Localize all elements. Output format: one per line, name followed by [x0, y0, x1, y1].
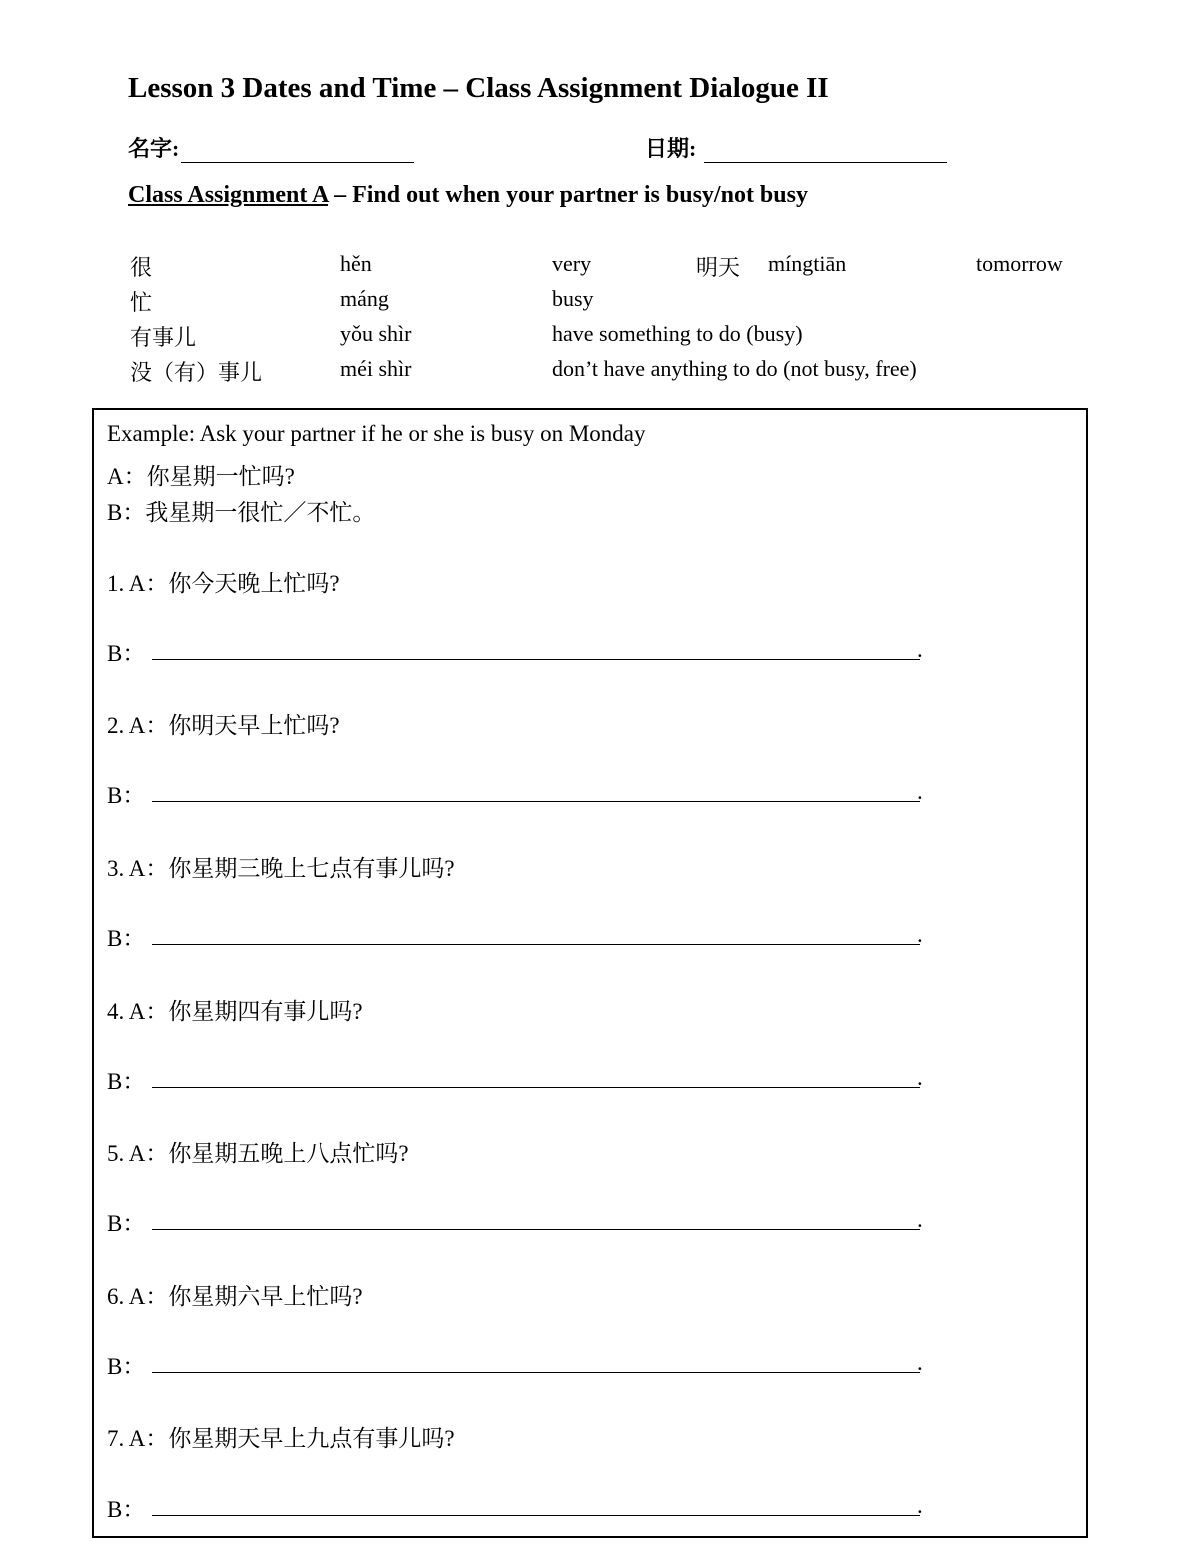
answer-blank-line[interactable]	[152, 1372, 920, 1373]
vocab-hanzi: 忙	[130, 290, 153, 315]
vocab-meaning: busy	[552, 286, 594, 311]
vocab-hanzi: 有事儿	[130, 325, 197, 350]
answer-period: .	[917, 922, 923, 947]
answer-period: .	[917, 1207, 923, 1232]
question-line: 7. A：你星期天早上九点有事儿吗?	[107, 1426, 455, 1451]
answer-period: .	[917, 1065, 923, 1090]
question-line: 4. A：你星期四有事儿吗?	[107, 999, 363, 1024]
answer-label: B：	[107, 926, 146, 951]
date-blank-line[interactable]	[704, 140, 947, 163]
question-line: 2. A：你明天早上忙吗?	[107, 713, 340, 738]
question-line: 6. A：你星期六早上忙吗?	[107, 1284, 363, 1309]
answer-label: B：	[107, 641, 146, 666]
example-a-line: A：你星期一忙吗?	[107, 464, 295, 489]
answer-label: B：	[107, 1497, 146, 1522]
assignment-heading-description: – Find out when your partner is busy/not busy	[328, 182, 808, 208]
answer-blank-line[interactable]	[152, 1515, 920, 1516]
answer-period: .	[917, 637, 923, 662]
page-title: Lesson 3 Dates and Time – Class Assignment Dialogue II	[128, 72, 829, 104]
name-blank-line[interactable]	[181, 140, 414, 163]
vocab-meaning: don’t have anything to do (not busy, free)	[552, 356, 917, 381]
vocab-meaning: tomorrow	[976, 251, 1063, 276]
vocab-meaning: have something to do (busy)	[552, 321, 803, 346]
assignment-heading	[128, 182, 808, 209]
answer-blank-line[interactable]	[152, 1229, 920, 1230]
answer-row[interactable]	[107, 1063, 927, 1093]
vocab-hanzi: 没（有）事儿	[130, 360, 263, 385]
answer-row[interactable]	[107, 920, 927, 950]
vocab-meaning: very	[552, 251, 592, 276]
name-label: 名字:	[128, 136, 180, 161]
vocab-hanzi: 很	[130, 255, 153, 280]
answer-period: .	[917, 1350, 923, 1375]
answer-blank-line[interactable]	[152, 1087, 920, 1088]
question-line: 5. A：你星期五晚上八点忙吗?	[107, 1141, 409, 1166]
example-intro: Example: Ask your partner if he or she is busy on Monday	[107, 421, 646, 446]
answer-row[interactable]	[107, 777, 927, 807]
question-line: 3. A：你星期三晚上七点有事儿吗?	[107, 856, 455, 881]
vocab-pinyin: yǒu shìr	[340, 321, 412, 346]
answer-row[interactable]	[107, 1348, 927, 1378]
answer-label: B：	[107, 783, 146, 808]
vocab-pinyin: méi shìr	[340, 356, 412, 381]
vocab-pinyin: hěn	[340, 251, 372, 276]
answer-row[interactable]	[107, 1205, 927, 1235]
answer-blank-line[interactable]	[152, 944, 920, 945]
date-label: 日期:	[645, 136, 697, 161]
answer-period: .	[917, 779, 923, 804]
answer-period: .	[917, 1493, 923, 1518]
question-line: 1. A：你今天晚上忙吗?	[107, 571, 340, 596]
vocab-pinyin: máng	[340, 286, 389, 311]
assignment-heading-title: Class Assignment A	[128, 182, 329, 208]
date-field	[645, 132, 947, 163]
answer-row[interactable]	[107, 1491, 927, 1521]
answer-blank-line[interactable]	[152, 801, 920, 802]
answer-label: B：	[107, 1069, 146, 1094]
answer-label: B：	[107, 1211, 146, 1236]
answer-blank-line[interactable]	[152, 659, 920, 660]
vocab-hanzi: 明天	[696, 255, 741, 280]
vocab-pinyin: míngtiān	[768, 251, 847, 276]
answer-row[interactable]	[107, 635, 927, 665]
name-field	[128, 132, 414, 163]
answer-label: B：	[107, 1354, 146, 1379]
example-b-line: B：我星期一很忙／不忙。	[107, 500, 376, 525]
